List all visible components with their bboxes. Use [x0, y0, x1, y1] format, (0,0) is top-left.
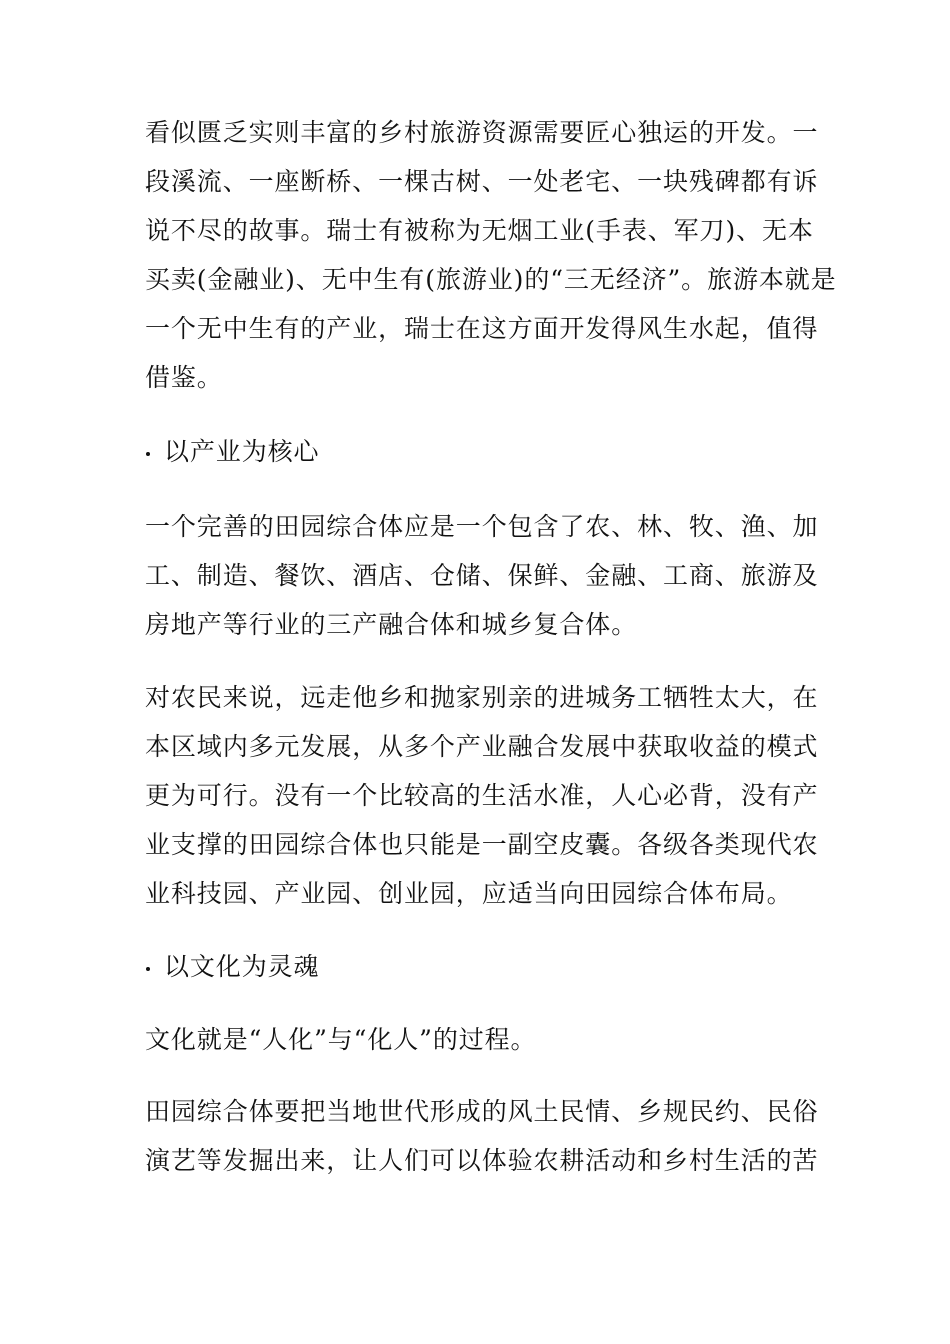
bullet-icon: [146, 452, 150, 456]
bullet-icon: [146, 967, 150, 971]
paragraph-farmers: [145, 673, 819, 918]
text-line: 借鉴。: [145, 363, 223, 392]
text-line: 业科技园、产业园、创业园，应适当向田园综合体布局。: [145, 879, 793, 908]
text-line: 田园综合体要把当地世代形成的风土民情、乡规民约、民俗: [145, 1097, 819, 1126]
paragraph-culture-definition: [145, 1015, 815, 1064]
text-line: 业支撑的田园综合体也只能是一副空皮囊。各级各类现代农: [145, 830, 819, 859]
text-line: 文化就是“人化”与“化人”的过程。: [145, 1025, 537, 1054]
text-line: 演艺等发掘出来，让人们可以体验农耕活动和乡村生活的苦: [145, 1146, 819, 1175]
text-line: 买卖(金融业)、无中生有(旅游业)的“三无经济”。旅游本就是: [145, 265, 837, 294]
text-line: 对农民来说，远走他乡和抛家别亲的进城务工牺牲太大，在: [145, 683, 819, 712]
paragraph-folk-customs: [145, 1087, 819, 1185]
text-line: 工、制造、餐饮、酒店、仓储、保鲜、金融、工商、旅游及: [145, 561, 819, 590]
section-heading-industry: [145, 432, 319, 472]
text-line: 本区域内多元发展，从多个产业融合发展中获取收益的模式: [145, 732, 819, 761]
text-line: 一个无中生有的产业，瑞士在这方面开发得风生水起，值得: [145, 314, 819, 343]
text-line: 房地产等行业的三产融合体和城乡复合体。: [145, 610, 638, 639]
paragraph-complex-definition: [145, 502, 819, 649]
section-heading-culture: [145, 947, 319, 987]
text-line: 更为可行。没有一个比较高的生活水准，人心必背，没有产: [145, 781, 819, 810]
section-heading-text: 以产业为核心: [164, 437, 320, 466]
section-heading-text: 以文化为灵魂: [164, 952, 320, 981]
paragraph-tourism-resources: [145, 108, 837, 402]
text-line: 说不尽的故事。瑞士有被称为无烟工业(手表、军刀)、无本: [145, 216, 814, 245]
text-line: 段溪流、一座断桥、一棵古树、一处老宅、一块残碑都有诉: [145, 167, 819, 196]
text-line: 一个完善的田园综合体应是一个包含了农、林、牧、渔、加: [145, 512, 819, 541]
text-line: 看似匮乏实则丰富的乡村旅游资源需要匠心独运的开发。一: [145, 118, 819, 147]
